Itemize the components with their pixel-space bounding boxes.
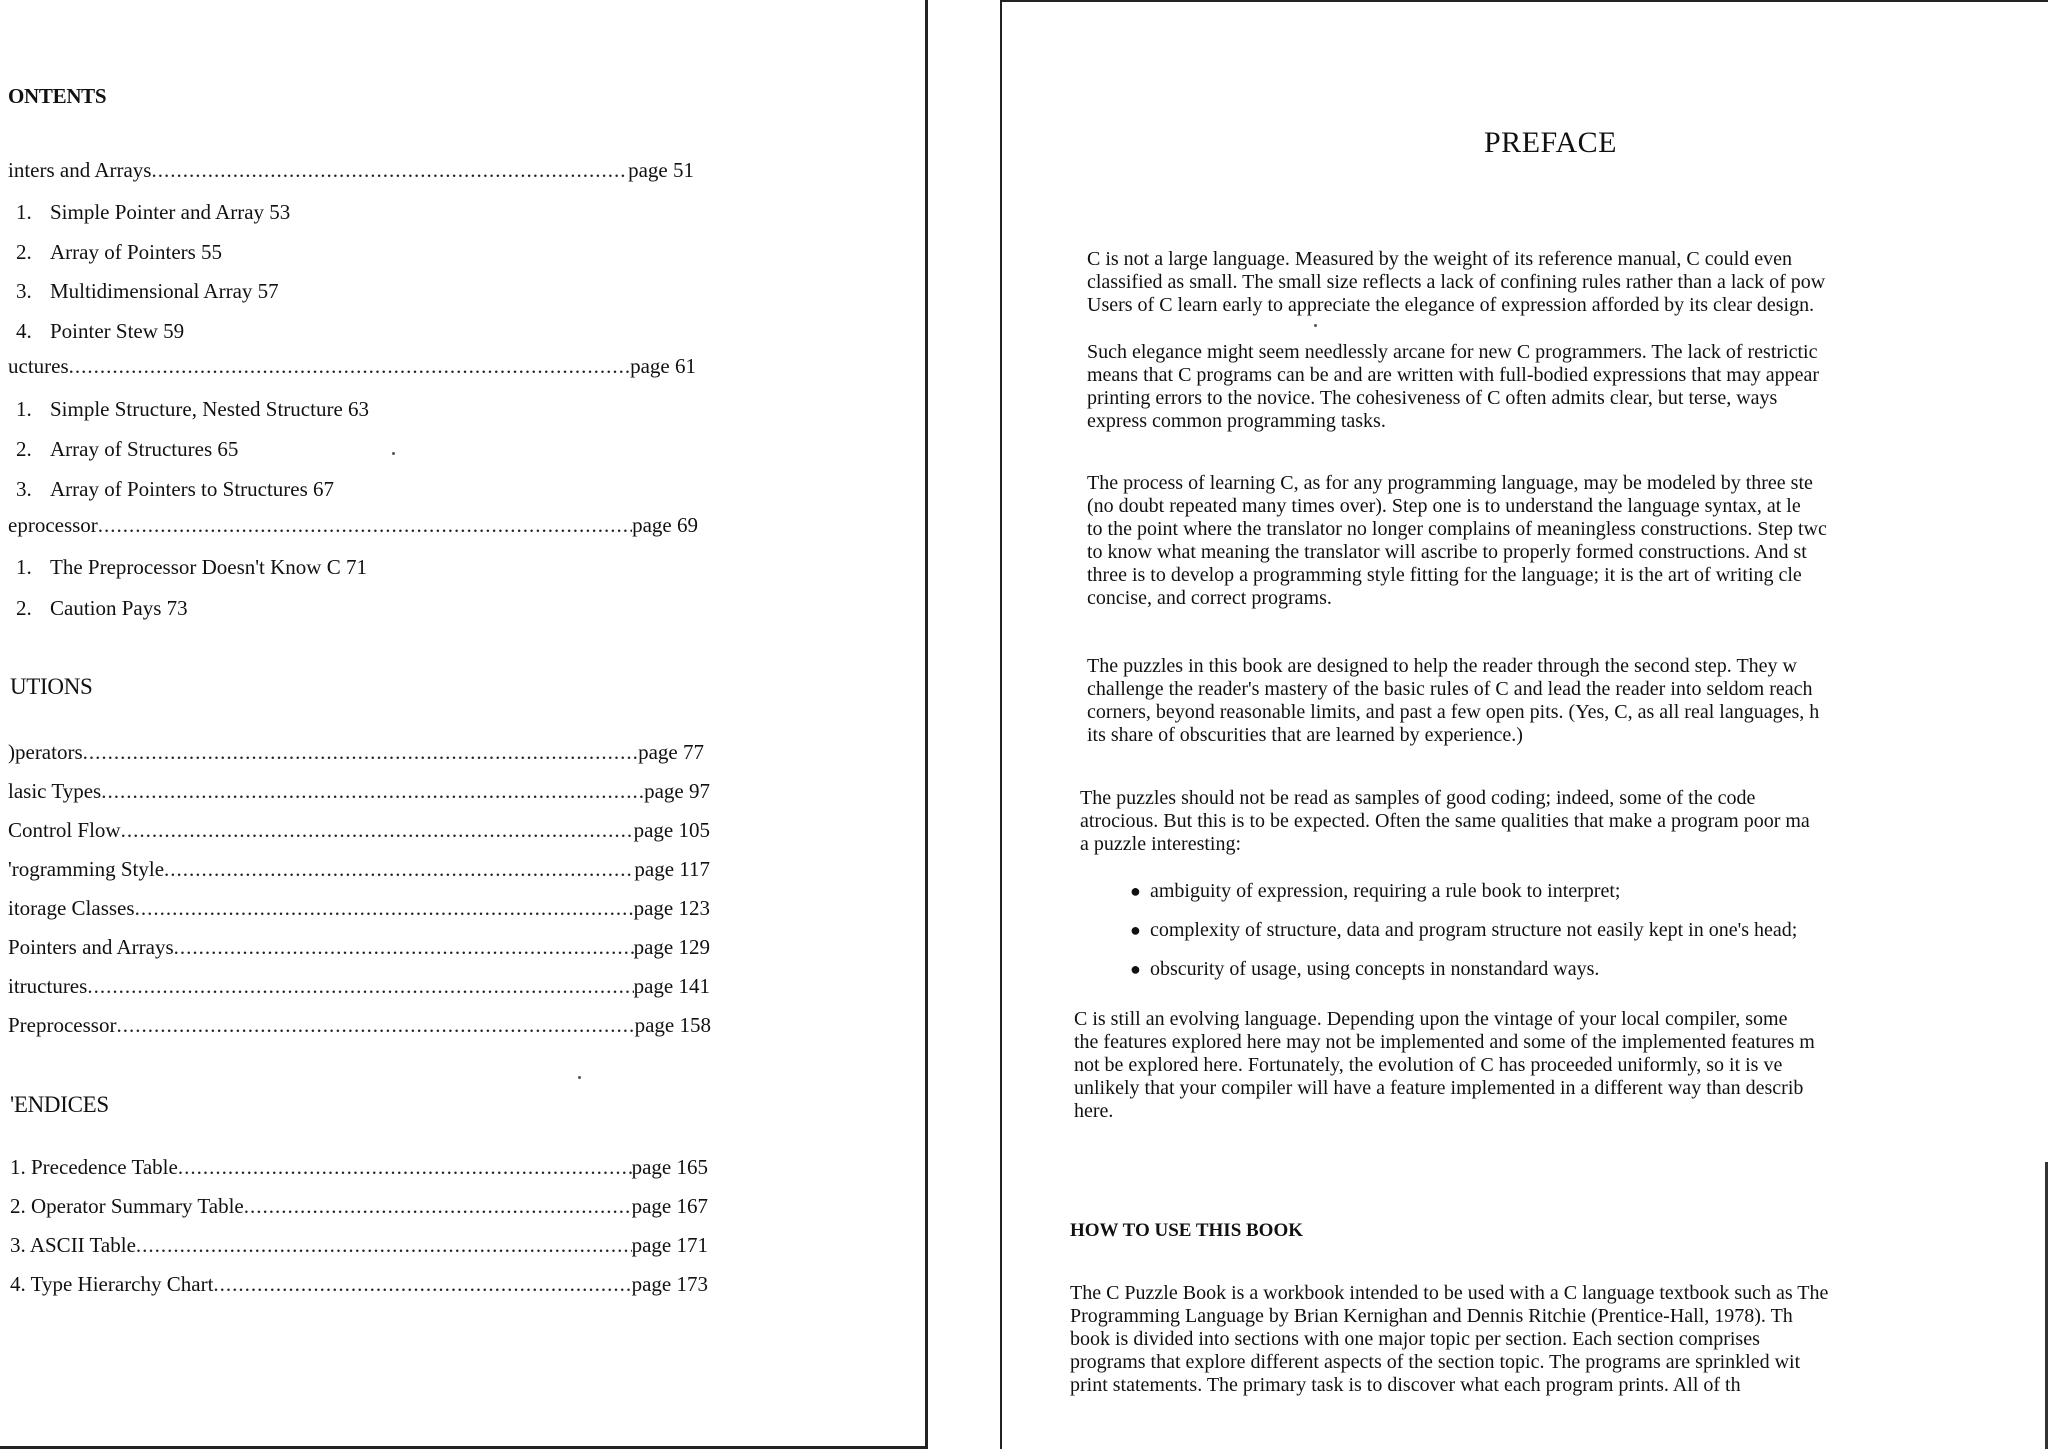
toc-item: 3. Array of Pointers to Structures 67 [16, 477, 335, 501]
solutions-entry: Control Flow ..... page 105 [8, 818, 710, 843]
toc-item: 4. Pointer Stew 59 [16, 319, 185, 343]
toc-section-page: page 51 [628, 158, 694, 182]
toc-item: 1. Simple Structure, Nested Structure 63 [16, 397, 370, 421]
paper-speck [1314, 324, 1317, 327]
solutions-entry: )perators ..... page 77 [8, 740, 704, 765]
toc-section-title: inters and Arrays [8, 158, 152, 182]
solutions-entry: itructures ..... page 141 [8, 974, 710, 999]
toc-item: 2. Caution Pays 73 [16, 596, 188, 620]
preface-paragraph: The puzzles should not be read as samples of good coding; indeed, some of the code atrocious. But this is to be expected. Often the same qualities that make a program poor ma a puzzle interesting: [1080, 787, 1810, 855]
bullet-item: ● obscurity of usage, using concepts in nonstandard ways. [1130, 958, 1600, 980]
bullet-icon: ● [1130, 920, 1141, 940]
toc-section-preprocessor [8, 513, 698, 538]
appendix-entry: 4. Type Hierarchy Chart ..... page 173 [10, 1272, 708, 1297]
toc-section-page: page 61 [630, 354, 696, 378]
paper-speck [392, 452, 395, 455]
toc-item: 2. Array of Structures 65 [16, 437, 239, 461]
solutions-entry: 'rogramming Style ..... page 117 [8, 857, 710, 882]
appendix-entry: 2. Operator Summary Table ..... page 167 [10, 1194, 708, 1219]
preface-title: PREFACE [1484, 126, 1617, 159]
appendices-heading: 'ENDICES [10, 1092, 109, 1117]
toc-section-title: uctures [8, 354, 69, 378]
preface-paragraph: The process of learning C, as for any programming language, may be modeled by three ste (no doubt repeated many times over). Step one is to understand the language syntax, at le to the point where the translator no longer complains of meaningless constructions. Step twc to know what meaning the translator will ascribe to properly formed constructions. And st three is to develop a programming style fitting for the language; it is the art of writing cle concise, and correct programs. [1087, 472, 1827, 609]
solutions-entry: Pointers and Arrays ..... page 129 [8, 935, 710, 960]
bullet-icon: ● [1130, 959, 1141, 979]
solutions-entry: itorage Classes ..... page 123 [8, 896, 710, 921]
bullet-icon: ● [1130, 881, 1141, 901]
how-to-heading: HOW TO USE THIS BOOK [1070, 1220, 1304, 1241]
preface-paragraph: C is not a large language. Measured by the weight of its reference manual, C could even classified as small. The small size reflects a lack of confining rules rather than a lack of pow Users of C learn early to appreciate the elegance of expression afforded by its clear design. [1087, 248, 1826, 316]
toc-item: 3. Multidimensional Array 57 [16, 279, 279, 303]
toc-section-structures [8, 354, 696, 379]
contents-heading: ONTENTS [8, 84, 107, 108]
how-to-paragraph: The C Puzzle Book is a workbook intended to be used with a C language textbook such as The Programming Language by Brian Kernighan and Dennis Ritchie (Prentice-Hall, 1978). Th book is divided into sections with one major topic per section. Each section comprises programs that explore different aspects of the section topic. The programs are sprinkled wit print statements. The primary task is to discover what each program prints. All of th [1070, 1282, 1829, 1396]
toc-item: 2. Array of Pointers 55 [16, 240, 223, 264]
toc-section-page: page 69 [632, 513, 698, 537]
preface-page [1000, 0, 2048, 1449]
toc-item: 1. Simple Pointer and Array 53 [16, 200, 291, 224]
solutions-heading: UTIONS [10, 674, 93, 699]
appendix-entry: 3. ASCII Table ..... page 171 [10, 1233, 708, 1258]
preface-paragraph: The puzzles in this book are designed to help the reader through the second step. They w challenge the reader's mastery of the basic rules of C and lead the reader into seldom reach corners, beyond reasonable limits, and past a few open pits. (Yes, C, as all real languages, h its share of obscurities that are learned by experience.) [1087, 655, 1820, 746]
contents-page [0, 0, 928, 1449]
bullet-item: ● complexity of structure, data and program structure not easily kept in one's head; [1130, 919, 1798, 941]
preface-paragraph: Such elegance might seem needlessly arcane for new C programmers. The lack of restrictic means that C programs can be and are written with full-bodied expressions that may appear printing errors to the novice. The cohesiveness of C often admits clear, but terse, ways express common programming tasks. [1087, 341, 1819, 432]
solutions-entry: Preprocessor ..... page 158 [8, 1013, 711, 1038]
preface-paragraph: C is still an evolving language. Depending upon the vintage of your local compiler, some the features explored here may not be implemented and some of the implemented features m not be explored here. Fortunately, the evolution of C has proceeded uniformly, so it is ve unlikely that your compiler will have a feature implemented in a different way than describ here. [1074, 1008, 1815, 1122]
solutions-entry: lasic Types ..... page 97 [8, 779, 710, 804]
toc-item: 1. The Preprocessor Doesn't Know C 71 [16, 555, 367, 579]
paper-speck [578, 1076, 581, 1079]
bullet-item: ● ambiguity of expression, requiring a rule book to interpret; [1130, 880, 1621, 902]
appendix-entry: 1. Precedence Table ..... page 165 [10, 1155, 708, 1180]
toc-section-title: eprocessor [8, 513, 98, 537]
toc-section-pointers [8, 158, 694, 183]
